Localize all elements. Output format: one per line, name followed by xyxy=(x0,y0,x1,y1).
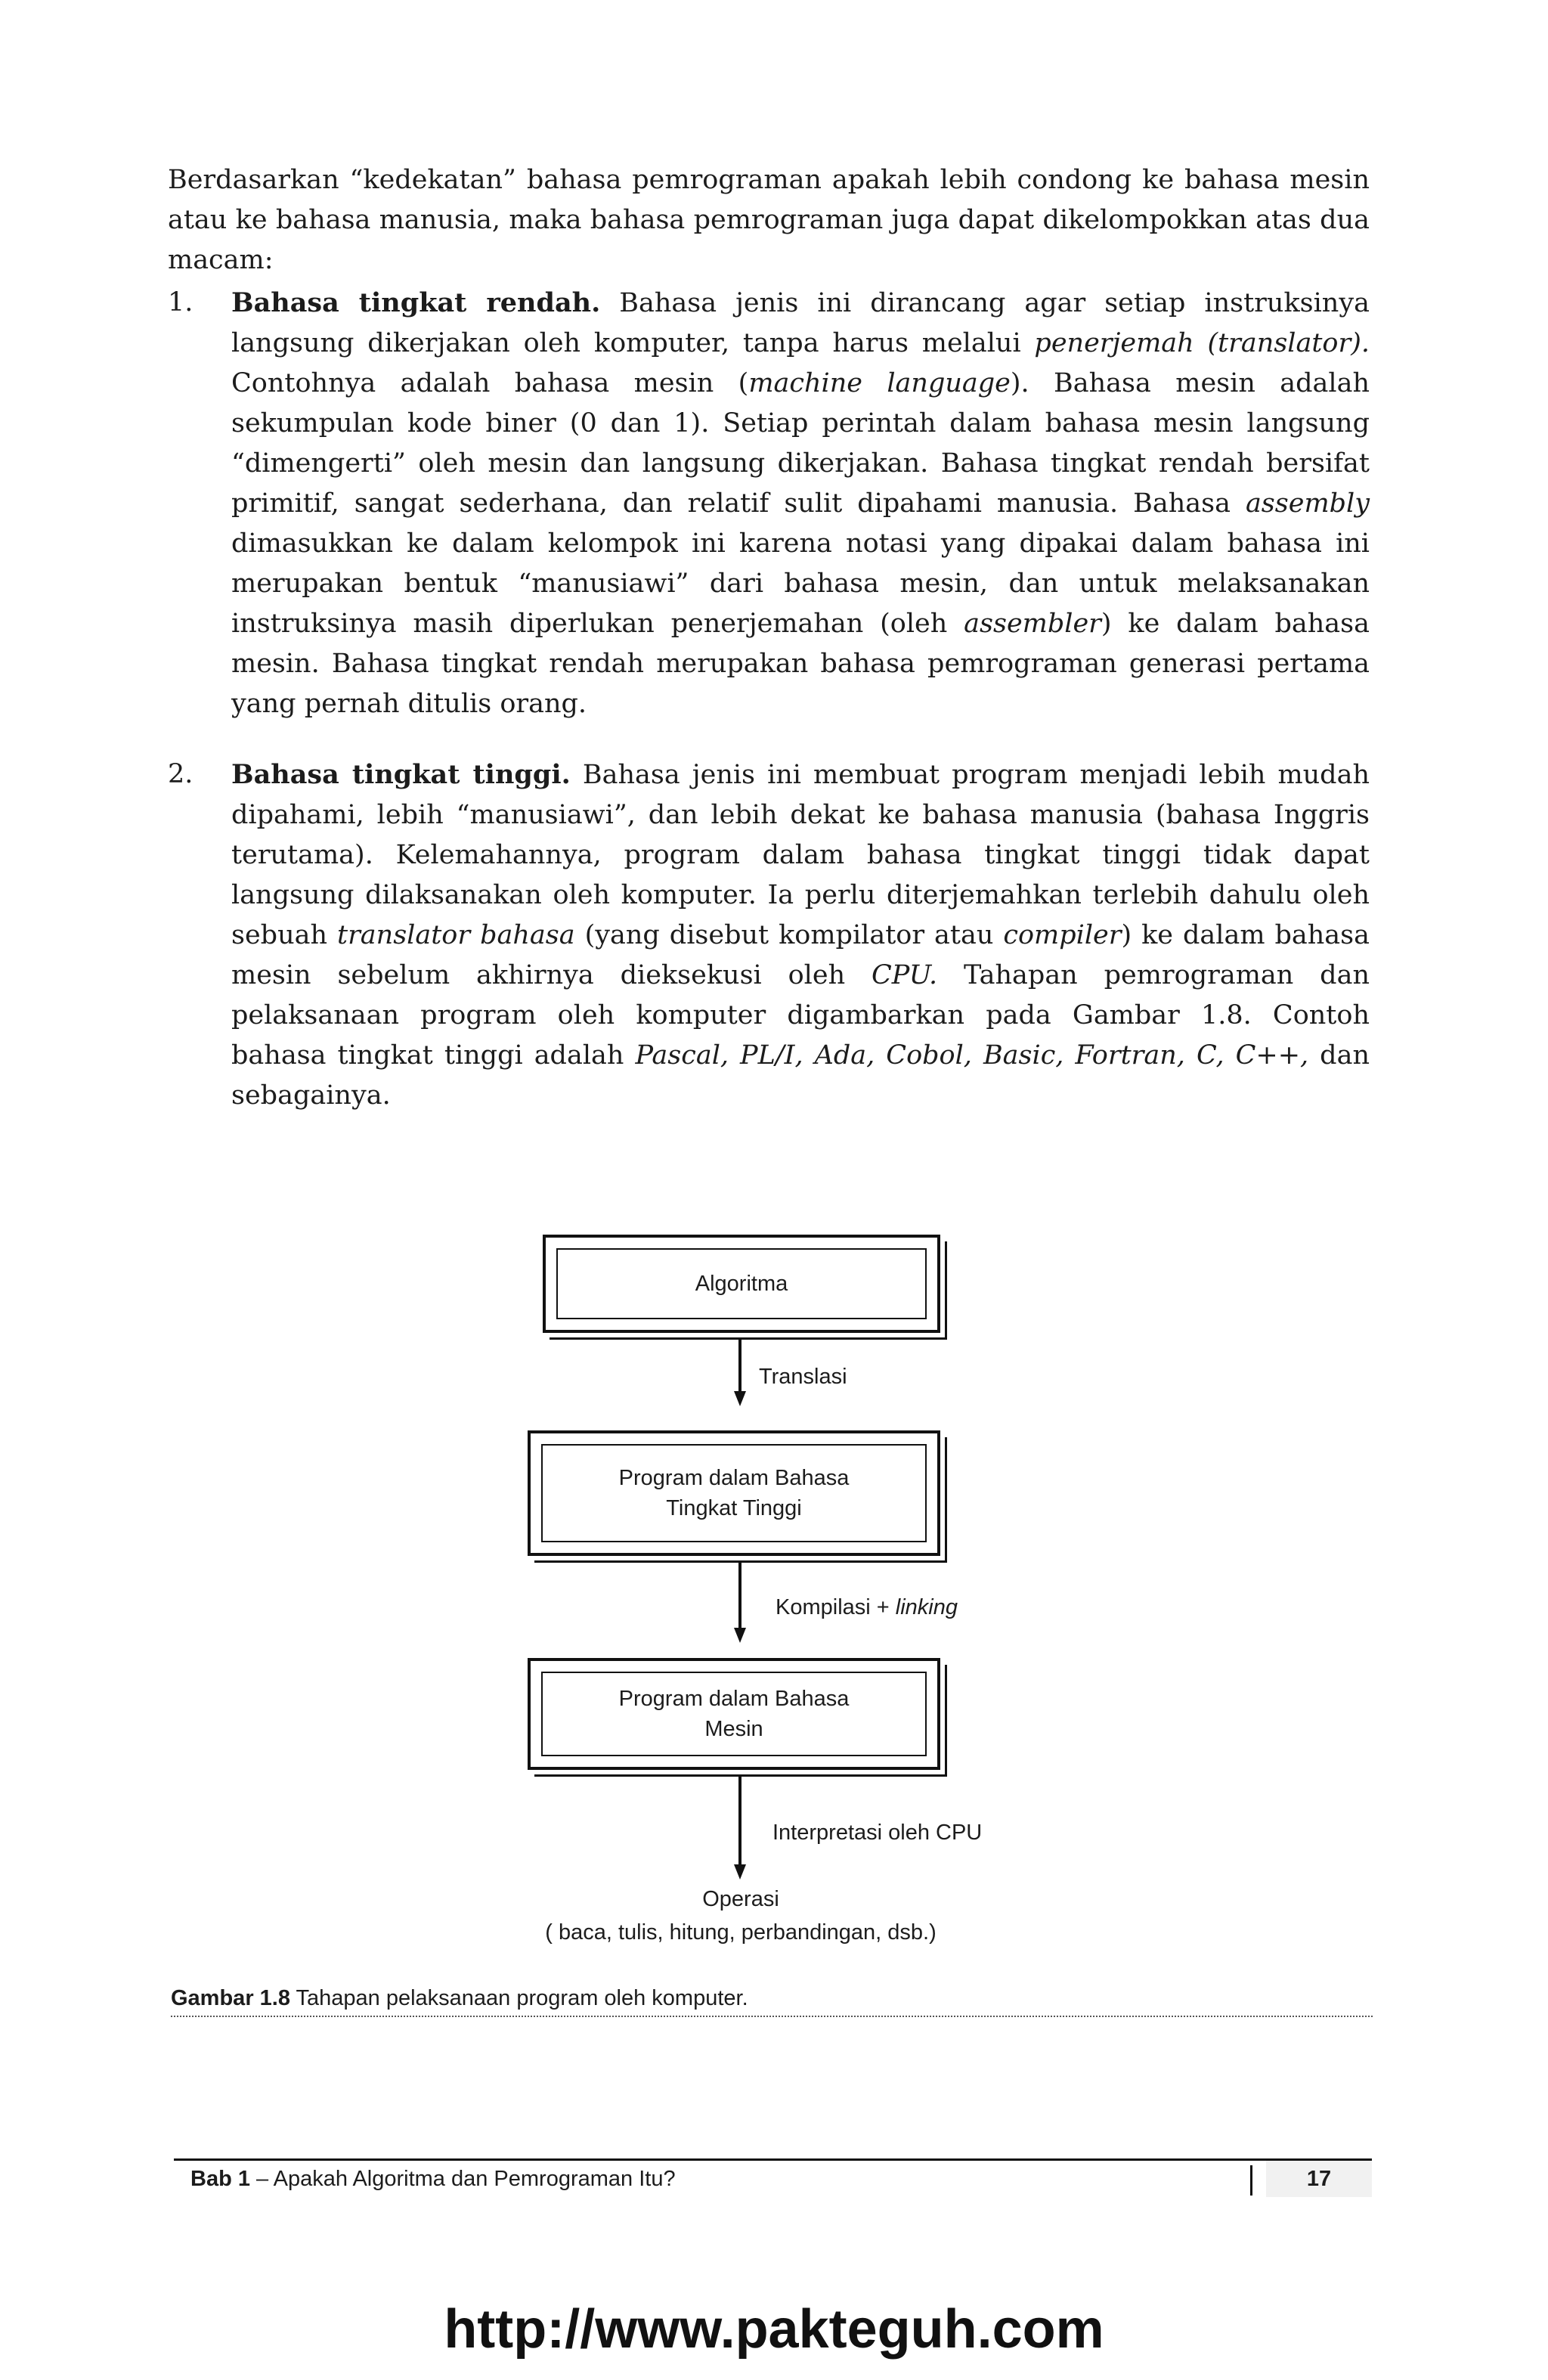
list-number: 2. xyxy=(168,759,194,789)
watermark-url: http://www.pakteguh.com xyxy=(444,2299,1104,2360)
item-italic: translator bahasa xyxy=(337,920,575,950)
list-number: 1. xyxy=(168,287,194,318)
item-text: dimasukkan ke dalam kelompok ini karena notasi yang dipakai dalam bahasa ini merupakan bentuk “manusiawi” dari bahasa mesin, dan untuk melaksanakan instruksinya masih diperlukan penerjemahan (oleh xyxy=(231,528,1370,639)
language-list xyxy=(168,283,1370,1116)
box-label: Algoritma xyxy=(556,1248,927,1319)
item-italic: compiler xyxy=(1003,920,1122,950)
footer-chapter xyxy=(190,2167,676,2192)
arrow-down-icon xyxy=(734,1391,746,1406)
item-italic: Pascal, PL/I, Ada, Cobol, Basic, Fortran, C, C++, xyxy=(635,1040,1309,1071)
item-text: ). Bahasa mesin adalah sekumpulan kode biner (0 dan 1). Setiap perintah dalam bahasa mesin langsung “dimengerti” oleh mesin dan langsung dikerjakan. Bahasa tingkat rendah bersifat primitif, sangat sederhana, dan relatif sulit dipahami manusia. Bahasa xyxy=(231,368,1370,519)
footer-chapter-title: – Apakah Algoritma dan Pemrograman Itu? xyxy=(249,2167,676,2191)
connector-line xyxy=(738,1777,741,1866)
item-italic: assembler xyxy=(964,609,1101,639)
box-program-tingkat-tinggi xyxy=(528,1430,940,1556)
edge-label-text: Kompilasi + xyxy=(776,1595,896,1619)
caption-text: Tahapan pelaksanaan program oleh komputer. xyxy=(289,1986,748,2010)
node-operasi: Operasi xyxy=(702,1887,779,1911)
box-label: Program dalam Bahasa Mesin xyxy=(541,1672,927,1756)
item-text: Bahasa jenis ini membuat program menjadi lebih mudah dipahami, lebih “manusiawi”, dan lebih dekat ke bahasa manusia (bahasa Inggris terutama). Kelemahannya, program dalam bahasa tingkat tinggi tidak dapat langsung dilaksanakan oleh komputer. Ia perlu diterjemahkan terlebih dahulu oleh sebuah xyxy=(231,760,1370,950)
list-item xyxy=(168,755,1370,1116)
item-italic: penerjemah (translator). xyxy=(1034,328,1370,358)
item-text: ) ke dalam bahasa mesin. Bahasa tingkat rendah merupakan bahasa pemrograman generasi pertama yang pernah ditulis orang. xyxy=(231,609,1370,719)
item-text: (yang disebut kompilator atau xyxy=(574,920,1004,950)
figure-caption xyxy=(171,1986,1373,2017)
item-text: Contohnya adalah bahasa mesin ( xyxy=(231,368,749,398)
connector-line xyxy=(738,1563,741,1629)
item-italic: assembly xyxy=(1245,488,1370,519)
list-item xyxy=(168,283,1370,724)
edge-label-italic: linking xyxy=(895,1595,958,1619)
item-italic: CPU. xyxy=(872,960,938,990)
edge-label-kompilasi xyxy=(776,1595,958,1620)
arrow-down-icon xyxy=(734,1864,746,1880)
arrow-down-icon xyxy=(734,1628,746,1643)
box-program-mesin xyxy=(528,1658,940,1770)
edge-label-interpretasi: Interpretasi oleh CPU xyxy=(772,1821,983,1845)
box-algoritma xyxy=(543,1235,940,1333)
footer-chapter-label: Bab 1 xyxy=(190,2167,250,2191)
box-label: Program dalam Bahasa Tingkat Tinggi xyxy=(541,1444,927,1542)
item-heading: Bahasa tingkat tinggi. xyxy=(231,759,571,790)
page-footer xyxy=(174,2158,1372,2199)
page-number: 17 xyxy=(1266,2161,1372,2197)
item-text: Bahasa jenis ini dirancang agar setiap instruksinya langsung dikerjakan oleh komputer, tanpa harus melalui xyxy=(231,288,1370,358)
item-text: ) ke dalam bahasa mesin sebelum akhirnya dieksekusi oleh xyxy=(231,920,1370,990)
item-heading: Bahasa tingkat rendah. xyxy=(231,287,601,318)
connector-line xyxy=(738,1340,741,1393)
footer-divider xyxy=(1250,2165,1252,2196)
caption-label: Gambar 1.8 xyxy=(171,1986,290,2010)
edge-label-translasi: Translasi xyxy=(759,1365,847,1389)
item-text: Tahapan pemrograman dan pelaksanaan program oleh komputer digambarkan pada Gambar 1.8. Contoh bahasa tingkat tinggi adalah xyxy=(231,960,1370,1071)
intro-paragraph: Berdasarkan “kedekatan” bahasa pemrograman apakah lebih condong ke bahasa mesin atau ke bahasa manusia, maka bahasa pemrograman juga dapat dikelompokkan atas dua macam: xyxy=(168,165,1370,275)
item-italic: machine language xyxy=(748,368,1011,398)
item-text: dan sebagainya. xyxy=(231,1040,1370,1111)
node-operasi-detail: ( baca, tulis, hitung, perbandingan, dsb.) xyxy=(545,1920,937,1945)
